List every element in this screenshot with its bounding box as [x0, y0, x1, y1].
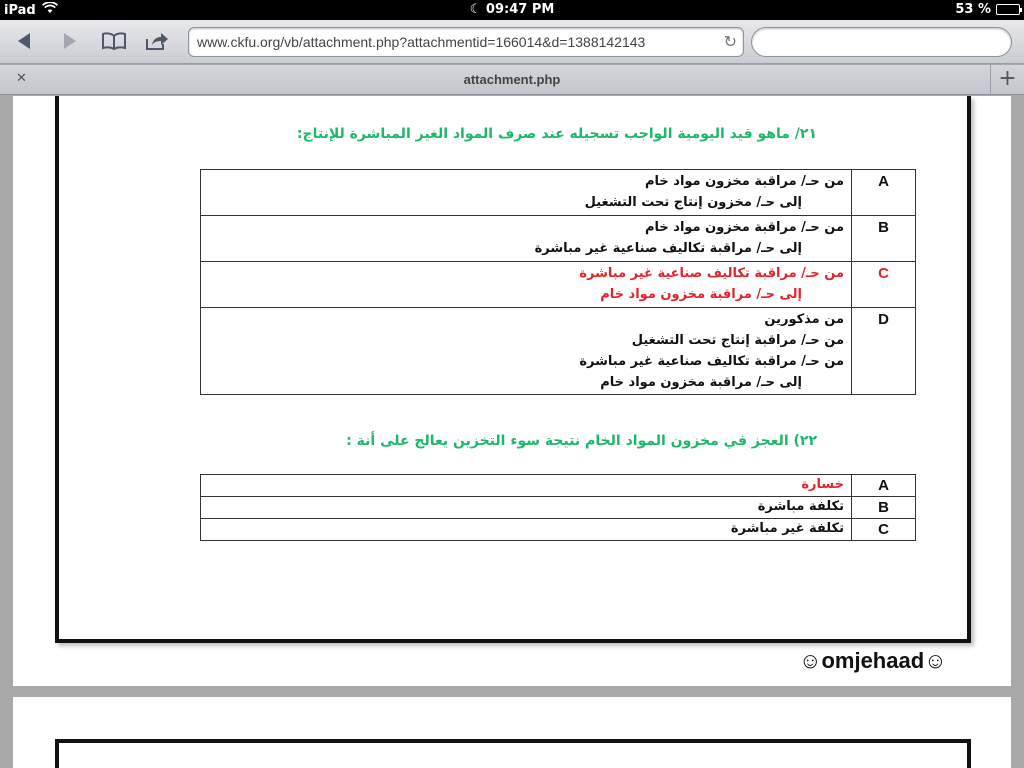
forward-button[interactable]: [56, 28, 84, 54]
tab-bar: [0, 65, 1024, 95]
option-b-text: [201, 216, 852, 262]
question-22-options: [200, 474, 916, 541]
back-button[interactable]: [10, 28, 38, 54]
back-arrow-icon: [16, 32, 32, 50]
page-content[interactable]: [0, 96, 1024, 768]
option-c-text: [201, 262, 852, 308]
device-label: iPad: [4, 2, 36, 18]
browser-toolbar: [0, 20, 1024, 64]
option-line: إلى حـ/ مراقبة مخزون مواد خام: [600, 287, 802, 302]
option-b-text: تكلفة مباشرة: [201, 497, 852, 519]
next-document-page: [13, 697, 1011, 768]
signature: ☺omjehaad☺: [799, 648, 947, 673]
page-border: [55, 739, 971, 768]
share-icon: [145, 31, 169, 51]
option-a-text: خسارة: [201, 475, 852, 497]
option-line: من حـ/ مراقبة مخزون مواد خام: [644, 220, 844, 235]
option-c-letter: C: [852, 262, 916, 308]
option-d-letter: D: [852, 308, 916, 395]
address-bar[interactable]: [188, 27, 744, 57]
option-line: من حـ/ مراقبة تكاليف صناعية غير مباشرة: [579, 266, 844, 281]
option-b-letter: B: [852, 497, 916, 519]
url-text: www.ckfu.org/vb/attachment.php?attachmentid=166014&d=1388142143: [197, 34, 646, 50]
moon-icon: ☾: [469, 2, 482, 17]
table-row: [201, 262, 916, 308]
question-21-options: [200, 169, 916, 395]
bookmarks-button[interactable]: [100, 28, 128, 54]
option-line: إلى حـ/ مراقبة مخزون مواد خام: [600, 375, 802, 390]
option-line: من حـ/ مراقبة مخزون مواد خام: [644, 174, 844, 189]
table-row: [201, 308, 916, 395]
new-tab-button[interactable]: +: [990, 65, 1024, 95]
option-b-letter: B: [852, 216, 916, 262]
clock: 09:47 PM: [485, 2, 555, 17]
share-button[interactable]: [143, 28, 171, 54]
battery-percent: 53 %: [955, 2, 991, 17]
close-tab-icon[interactable]: ✕: [16, 71, 27, 86]
table-row: [201, 475, 916, 497]
option-d-text: [201, 308, 852, 395]
option-line: من حـ/ مراقبة تكاليف صناعية غير مباشرة: [579, 354, 844, 369]
option-line: من مذكورين: [764, 312, 844, 327]
table-row: [201, 170, 916, 216]
option-c-letter: C: [852, 519, 916, 541]
option-a-text: [201, 170, 852, 216]
tab-title[interactable]: attachment.php: [463, 72, 561, 87]
option-c-text: تكلفة غير مباشرة: [201, 519, 852, 541]
forward-arrow-icon: [62, 32, 78, 50]
table-row: [201, 216, 916, 262]
battery-icon: [996, 4, 1020, 15]
status-bar: [0, 0, 1024, 20]
table-row: [201, 497, 916, 519]
reload-icon[interactable]: ↻: [723, 32, 737, 51]
table-row: [201, 519, 916, 541]
option-a-letter: A: [852, 475, 916, 497]
question-21: ٢١/ ماهو قيد اليومية الواجب تسجيله عند صرف المواد الغير المباشرة للإنتاج:: [296, 126, 817, 142]
question-22: ٢٢) العجز في مخزون المواد الخام نتيجة سوء التخزين يعالج على أنة :: [346, 433, 817, 449]
option-line: إلى حـ/ مخزون إنتاج تحت التشغيل: [584, 195, 802, 210]
book-icon: [101, 32, 127, 50]
option-line: إلى حـ/ مراقبة تكاليف صناعية غير مباشرة: [534, 241, 802, 256]
document-page: [13, 96, 1011, 686]
page-border: [55, 96, 971, 643]
option-a-letter: A: [852, 170, 916, 216]
search-input[interactable]: [751, 27, 1012, 57]
option-line: من حـ/ مراقبة إنتاج تحت التشغيل: [631, 333, 844, 348]
